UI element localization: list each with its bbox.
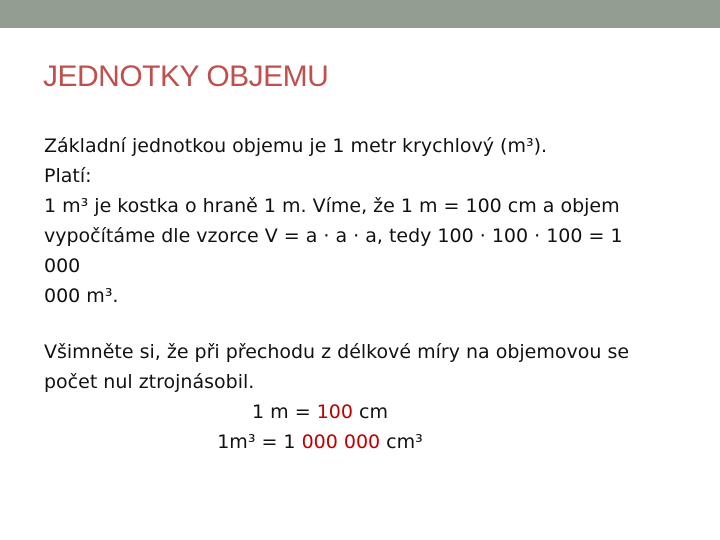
slide-title: JEDNOTKY OBJEMU [43,60,329,93]
equation-volume-highlight: 000 000 [301,431,381,453]
paragraph-note-line-1: Všimněte si, že při přechodu z délkové míry na objemovou se [44,341,630,363]
equation-volume-suffix: cm³ [380,431,423,453]
paragraph-note-line-2: počet nul ztrojnásobil. [44,371,255,393]
paragraph-intro: Základní jednotkou objemu je 1 metr krychlový (m³). [44,135,548,157]
equation-volume-prefix: 1m³ = 1 [217,431,302,453]
paragraph-cube-line-3: 000 m³. [44,285,119,307]
spacer [44,311,664,337]
top-bar [0,0,720,28]
equation-length-prefix: 1 m = [252,401,317,423]
paragraph-plati: Platí: [44,165,92,187]
equation-volume [10,427,630,457]
equation-length-highlight: 100 [316,401,353,423]
equation-length [10,397,630,427]
paragraph-cube-line-2: vypočítáme dle vzorce V = a · a · a, tedy 100 · 100 · 100 = 1 000 [44,225,623,277]
equations [10,397,630,457]
equation-length-suffix: cm [352,401,388,423]
slide-content [44,131,664,457]
paragraph-cube-line-1: 1 m³ je kostka o hraně 1 m. Víme, že 1 m = 100 cm a objem [44,195,620,217]
